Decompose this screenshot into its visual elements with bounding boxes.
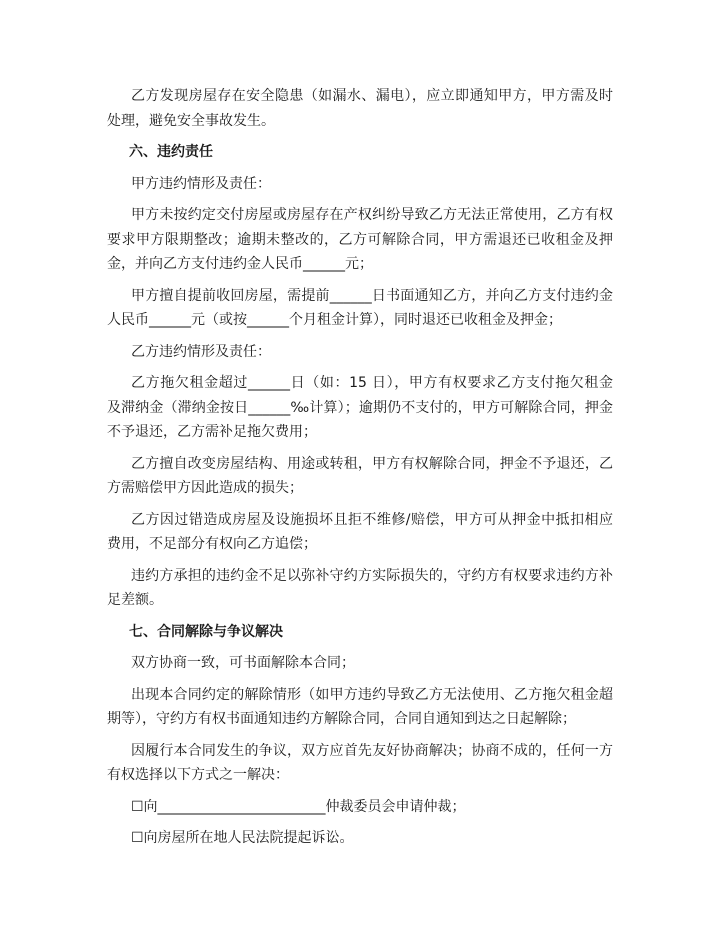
paragraph-line: 乙方违约情形及责任： [131, 343, 271, 360]
paragraph [107, 826, 613, 851]
paragraph-line: 足差额。 [107, 592, 163, 608]
section-heading: 六、违约责任 [129, 144, 213, 160]
paragraph-line: 及滞纳金（滞纳金按日______‰计算）；逾期仍不支付的，甲方可解除合同，押金 [107, 399, 613, 416]
paragraph-line: 出现本合同约定的解除情形（如甲方违约导致乙方无法使用、乙方拖欠租金超 [131, 686, 613, 703]
paragraph [107, 172, 613, 197]
paragraph-line: 有权选择以下方式之一解决： [107, 767, 289, 783]
paragraph-line: 乙方发现房屋存在安全隐患（如漏水、漏电），应立即通知甲方，甲方需及时 [131, 88, 613, 104]
section-heading: 七、合同解除与争议解决 [129, 623, 283, 640]
paragraph-line: 不予退还，乙方需补足拖欠费用； [107, 424, 317, 440]
paragraph-line: 费用，不足部分有权向乙方追偿； [107, 536, 317, 552]
paragraph [107, 739, 613, 788]
paragraph-line: 违约方承担的违约金不足以弥补守约方实际损失的，守约方有权要求违约方补 [131, 567, 613, 584]
paragraph-line: 甲方未按约定交付房屋或房屋存在产权纠纷导致乙方无法正常使用，乙方有权 [131, 207, 613, 223]
paragraph-line: 双方协商一致，可书面解除本合同； [131, 655, 355, 671]
paragraph [107, 452, 613, 501]
paragraph-line: 乙方拖欠租金超过______日（如：15 日），甲方有权要求乙方支付拖欠租金 [131, 375, 613, 391]
paragraph-line: 要求甲方限期整改；逾期未整改的，乙方可解除合同，甲方需退还已收租金及押 [107, 231, 613, 248]
paragraph-line: 人民币______元（或按______个月租金计算），同时退还已收租金及押金； [107, 312, 562, 328]
paragraph [107, 371, 613, 445]
paragraph-line: 因履行本合同发生的争议，双方应首先友好协商解决；协商不成的，任何一方 [131, 742, 613, 759]
paragraph-line: ☐向________________________仲裁委员会申请仲裁； [131, 798, 466, 815]
paragraph [107, 564, 613, 613]
paragraph [107, 651, 613, 676]
paragraph-line: 期等），守约方有权书面通知违约方解除合同，合同自通知到达之日起解除； [107, 711, 576, 727]
paragraph [107, 284, 613, 333]
paragraph [107, 84, 613, 133]
paragraph-line: ☐向房屋所在地人民法院提起诉讼。 [131, 830, 354, 846]
paragraph-line: 甲方擅自提前收回房屋，需提前______日书面通知乙方，并向乙方支付违约金 [131, 287, 613, 304]
paragraph-line: 金，并向乙方支付违约金人民币______元； [107, 256, 373, 272]
paragraph-line: 乙方因过错造成房屋及设施损坏且拒不维修/赔偿，甲方可从押金中抵扣相应 [131, 511, 613, 528]
paragraph-line: 甲方违约情形及责任： [131, 175, 271, 192]
document-page [107, 84, 613, 858]
paragraph-line: 处理，避免安全事故发生。 [107, 112, 275, 129]
paragraph [107, 203, 613, 277]
paragraph [107, 508, 613, 557]
paragraph-line: 乙方擅自改变房屋结构、用途或转租，甲方有权解除合同，押金不予退还，乙 [131, 455, 613, 472]
paragraph [107, 683, 613, 732]
paragraph [107, 795, 613, 820]
paragraph [107, 340, 613, 365]
paragraph-line: 方需赔偿甲方因此造成的损失； [107, 480, 303, 496]
